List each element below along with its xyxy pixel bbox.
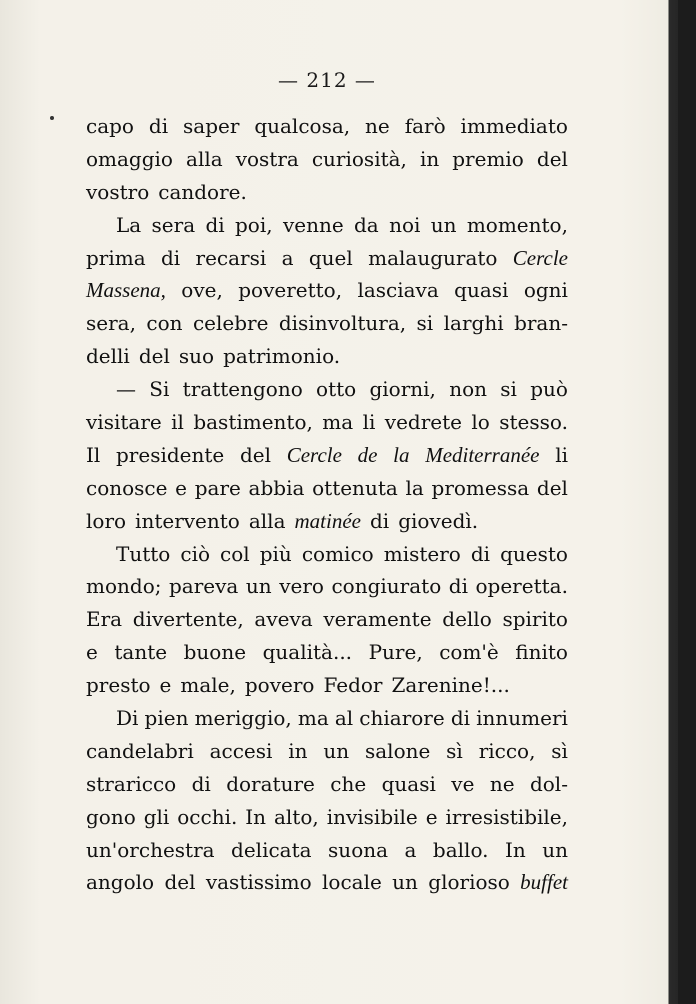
word: abbia (248, 475, 305, 500)
text-line (86, 768, 568, 801)
word: accesi (209, 738, 273, 763)
word: un (542, 837, 568, 862)
word: quel (308, 245, 353, 270)
word: presidente (116, 442, 225, 467)
word: di (450, 706, 471, 731)
word: si (416, 311, 434, 336)
word: candelabri (86, 738, 194, 763)
word: del (164, 870, 196, 895)
word: giovedì. (398, 508, 479, 533)
word: Di (116, 706, 139, 731)
word: finito (515, 640, 568, 665)
word: con (146, 311, 183, 336)
text-line (86, 176, 568, 209)
word: lasciava (357, 278, 439, 303)
word: conosce (86, 475, 168, 500)
word: straricco (86, 771, 177, 796)
word: bran- (514, 311, 568, 336)
word: del (239, 442, 272, 467)
margin-mark (50, 116, 54, 120)
word: di (160, 245, 181, 270)
word: qualità... (262, 640, 353, 665)
text-line (86, 340, 568, 373)
page-edge-shadow (678, 0, 696, 1004)
word: otto (316, 377, 357, 402)
text-line (86, 110, 568, 143)
text-line (86, 735, 568, 768)
word: glorioso (428, 870, 510, 895)
word: li (362, 410, 376, 435)
text-line (86, 274, 568, 307)
word: omaggio (86, 146, 173, 171)
word: In (245, 804, 267, 829)
word: e (86, 640, 98, 665)
word: premio (452, 146, 524, 171)
word: ma (322, 410, 354, 435)
text-line (86, 143, 568, 176)
word: Cercle (512, 245, 568, 270)
word: loro (86, 508, 127, 533)
text-line (86, 669, 568, 702)
word: La (116, 212, 142, 237)
word: vostra (235, 146, 299, 171)
word: stesso. (499, 410, 568, 435)
word: dorature (226, 771, 315, 796)
word: un (245, 574, 272, 599)
word: malaugurato (368, 245, 498, 270)
word: ne (489, 771, 515, 796)
word: del (536, 475, 568, 500)
body-text (86, 110, 568, 899)
word: momento, (466, 212, 568, 237)
text-line (86, 373, 568, 406)
word: la (405, 475, 424, 500)
word: farò (404, 114, 446, 138)
word: in (419, 146, 440, 171)
word: povero (244, 673, 315, 698)
word: gono (86, 804, 136, 829)
word: un'orchestra (86, 837, 215, 862)
text-line (86, 866, 568, 899)
word: dol- (529, 771, 568, 796)
word: di (369, 508, 390, 533)
word: larghi (443, 311, 504, 336)
word: aveva (254, 607, 313, 632)
word: pareva (169, 574, 239, 599)
text-line (86, 406, 568, 439)
word: mistero (383, 541, 461, 566)
word: occhi. (177, 804, 238, 829)
word: angolo (86, 870, 155, 895)
word: poi, (235, 212, 273, 237)
word: In (504, 837, 526, 862)
word: giorni, (369, 377, 436, 402)
word: de (357, 442, 378, 467)
word: quasi (381, 771, 436, 796)
text-line (86, 307, 568, 340)
word: in (288, 738, 308, 763)
text-line (86, 209, 568, 242)
word: e (175, 475, 188, 500)
word: un (430, 212, 457, 237)
word: Tutto (116, 541, 171, 566)
word: noi (389, 212, 421, 237)
word: poveretto, (238, 278, 343, 303)
word: Fedor (323, 673, 383, 698)
text-line (86, 702, 568, 735)
text-line (86, 834, 568, 867)
word: immediato (460, 114, 568, 138)
word: trattengono (182, 377, 303, 402)
word: ve (451, 771, 475, 796)
word: alto, (273, 804, 319, 829)
word: un (392, 870, 418, 895)
word: divertente, (132, 607, 244, 632)
word: sera (151, 212, 196, 237)
word: dello (442, 607, 492, 632)
word: prima (86, 245, 146, 270)
word: celebre (192, 311, 269, 336)
word: che (330, 771, 367, 796)
word: quasi (454, 278, 509, 303)
word: irresistibile, (445, 804, 568, 829)
word: candore. (158, 179, 247, 204)
word: saper (183, 114, 240, 138)
text-line (86, 570, 568, 603)
word: qualcosa, (254, 114, 351, 138)
word: com'è (439, 640, 499, 665)
word: male, (180, 673, 236, 698)
word: recarsi (195, 245, 267, 270)
word: presto (86, 673, 151, 698)
word: operetta. (475, 574, 568, 599)
word: ne (365, 114, 390, 138)
word: gli (143, 804, 170, 829)
word: matinée (294, 508, 361, 533)
text-line (86, 242, 568, 275)
word: Si (149, 377, 170, 402)
word: e (159, 673, 172, 698)
word: promessa (431, 475, 530, 500)
word: di (448, 574, 468, 599)
word: venne (282, 212, 344, 237)
word: Il (86, 442, 101, 467)
word: del (138, 344, 170, 369)
word: ma (297, 706, 329, 731)
word: sì (446, 738, 463, 763)
word: bastimento, (193, 410, 313, 435)
text-line (86, 636, 568, 669)
word: spirito (502, 607, 568, 632)
word: Pure, (368, 640, 423, 665)
word: patrimonio. (223, 344, 341, 369)
word: Era (86, 607, 123, 632)
word: locale (322, 870, 382, 895)
word: comico (301, 541, 374, 566)
word: si (500, 377, 517, 402)
word: congiurato (331, 574, 442, 599)
word: sì (551, 738, 568, 763)
word: a (404, 837, 417, 862)
word: non (449, 377, 487, 402)
word: curiosità, (311, 146, 407, 171)
word: può (530, 377, 568, 402)
word: innumeri (476, 706, 568, 731)
word: disinvoltura, (278, 311, 407, 336)
word: intervento (135, 508, 240, 533)
word: del (536, 146, 568, 171)
text-line (86, 439, 568, 472)
word: al (334, 706, 354, 731)
word: ogni (523, 278, 568, 303)
word: pien (144, 706, 189, 731)
text-line (86, 603, 568, 636)
word: buffet (520, 870, 568, 895)
word: — (116, 377, 136, 402)
word: di (205, 212, 225, 237)
word: buone (183, 640, 247, 665)
word: capo (86, 114, 134, 138)
word: di (191, 771, 211, 796)
word: col (220, 541, 250, 566)
word: invisibile (326, 804, 418, 829)
word: ballo. (432, 837, 489, 862)
word: vedrete (384, 410, 462, 435)
page-number: — 212 — (278, 68, 376, 92)
word: vero (279, 574, 324, 599)
word: di (470, 541, 491, 566)
word: ricco, (478, 738, 536, 763)
word: delli (86, 344, 130, 369)
word: più (259, 541, 292, 566)
word: Massena, (86, 278, 166, 303)
word: delicata (231, 837, 312, 862)
word: ove, (181, 278, 223, 303)
word: di (148, 114, 169, 138)
word: il (171, 410, 184, 435)
word: da (354, 212, 379, 237)
word: ottenuta (312, 475, 398, 500)
text-line (86, 472, 568, 505)
word: li (555, 442, 568, 467)
word: meriggio, (194, 706, 292, 731)
word: Zarenine!... (391, 673, 510, 698)
text-line (86, 538, 568, 571)
word: sera, (86, 311, 136, 336)
word: alla (248, 508, 286, 533)
word: lo (471, 410, 490, 435)
word: tante (114, 640, 168, 665)
word: visitare (86, 410, 162, 435)
text-line (86, 505, 568, 538)
word: mondo; (86, 574, 162, 599)
word: veramente (323, 607, 432, 632)
word: pare (194, 475, 241, 500)
word: Mediterranée (425, 442, 540, 467)
word: la (393, 442, 410, 467)
word: chiarore (359, 706, 445, 731)
word: suona (328, 837, 389, 862)
word: un (323, 738, 350, 763)
word: vastissimo (205, 870, 312, 895)
word: suo (178, 344, 215, 369)
text-line (86, 801, 568, 834)
word: a (281, 245, 294, 270)
word: questo (500, 541, 568, 566)
word: alla (186, 146, 223, 171)
word: Cercle (286, 442, 342, 467)
word: ciò (180, 541, 211, 566)
word: salone (364, 738, 431, 763)
word: e (425, 804, 438, 829)
word: vostro (86, 179, 150, 204)
